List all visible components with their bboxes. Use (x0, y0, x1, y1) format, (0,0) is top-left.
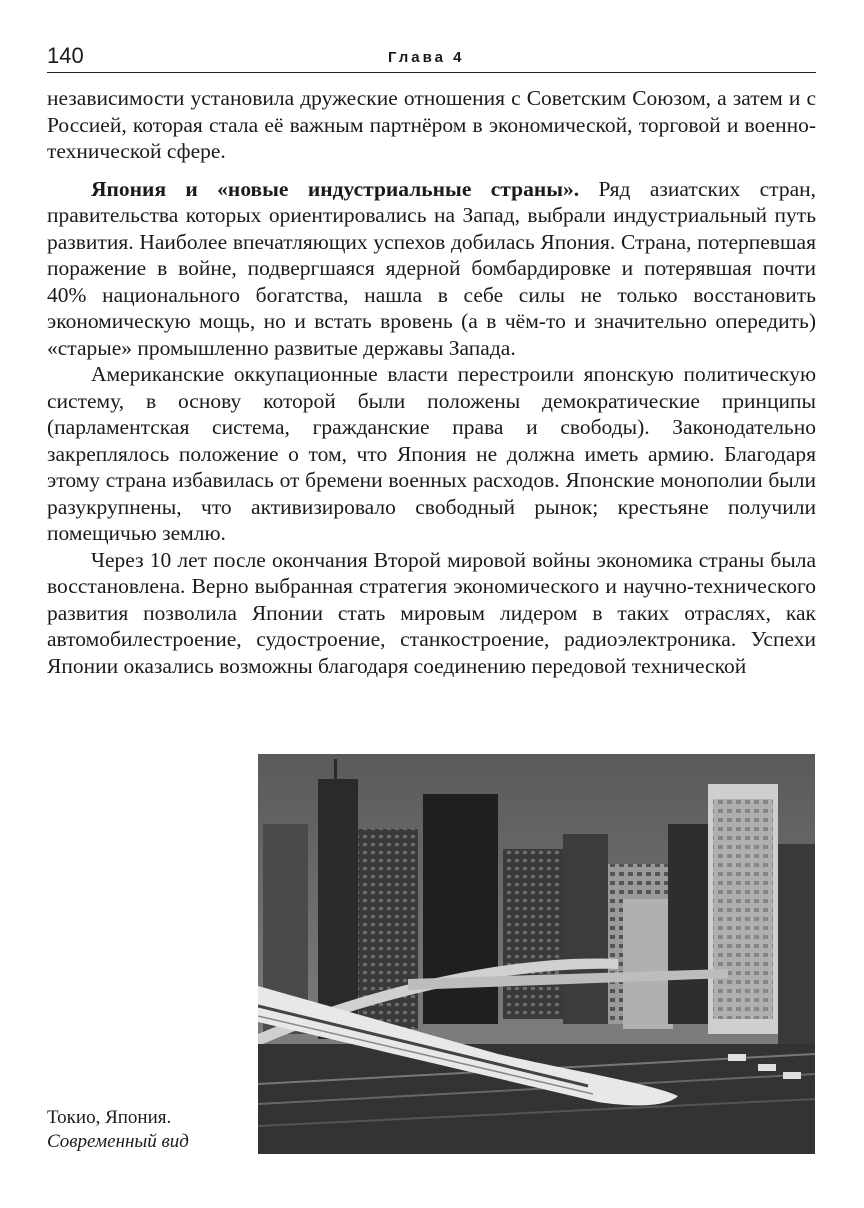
dark-office-tower (423, 794, 498, 1024)
tokyo-photo (258, 754, 815, 1154)
section-heading: Япония и «новые индустриальные страны». (91, 176, 580, 201)
chapter-title: Глава 4 (388, 49, 465, 66)
white-building (623, 899, 673, 1029)
caption-subtitle: Современный вид (47, 1131, 189, 1152)
main-text (47, 85, 816, 679)
page-number: 140 (47, 43, 84, 68)
paragraph-japan-intro-text: Ряд азиатских стран, правительства которых ориентировались на Запад, выбрали индустриальный путь развития. Наиболее впечатляющих успехов добилась Япония. Страна, потерпевшая поражение в войне, подвергшаяся ядерной бомбардировке и потерявшая почти 40% национального богатства, нашла в себе силы не только восстановить экономическую мощь, но и встать вровень (а в чём-то и значительно опередить) «старые» промышленно развитые державы Запада. (47, 176, 816, 360)
tokyo-cityscape-image (258, 754, 815, 1154)
caption-location: Токио, Япония. (47, 1107, 172, 1128)
tower-antenna (318, 779, 358, 1039)
page-header (47, 42, 816, 73)
paragraph-continuation: независимости установила дружеские отношения с Советским Союзом, а затем и с Россией, которая стала её важным партнёром в экономической, торговой и военно-технической сфере. (47, 86, 816, 163)
photo-caption (47, 1106, 247, 1154)
paragraph-recovery: Через 10 лет после окончания Второй мировой войны экономика страны была восстановлена. Верно выбранная стратегия экономического и научно-технического развития позволила Японии стать мировым лидером в таких отраслях, как автомобилестроение, судостроение, станкостроение, радиоэлектроника. Успехи Японии оказались возможны благодаря соединению передовой технической (47, 547, 816, 678)
paragraph-japan-intro (47, 176, 816, 362)
paragraph-occupation: Американские оккупационные власти перестроили японскую политическую систему, в основу которой были положены демократические принципы (парламентская система, гражданские права и свободы). Законодательно закреплялось положение о том, что Япония не должна иметь армию. Благодаря этому страна избавилась от бремени военных расходов. Японские монополии были разукрупнены, что активизировало свободный рынок; крестьяне получили помещичью землю. (47, 362, 816, 545)
